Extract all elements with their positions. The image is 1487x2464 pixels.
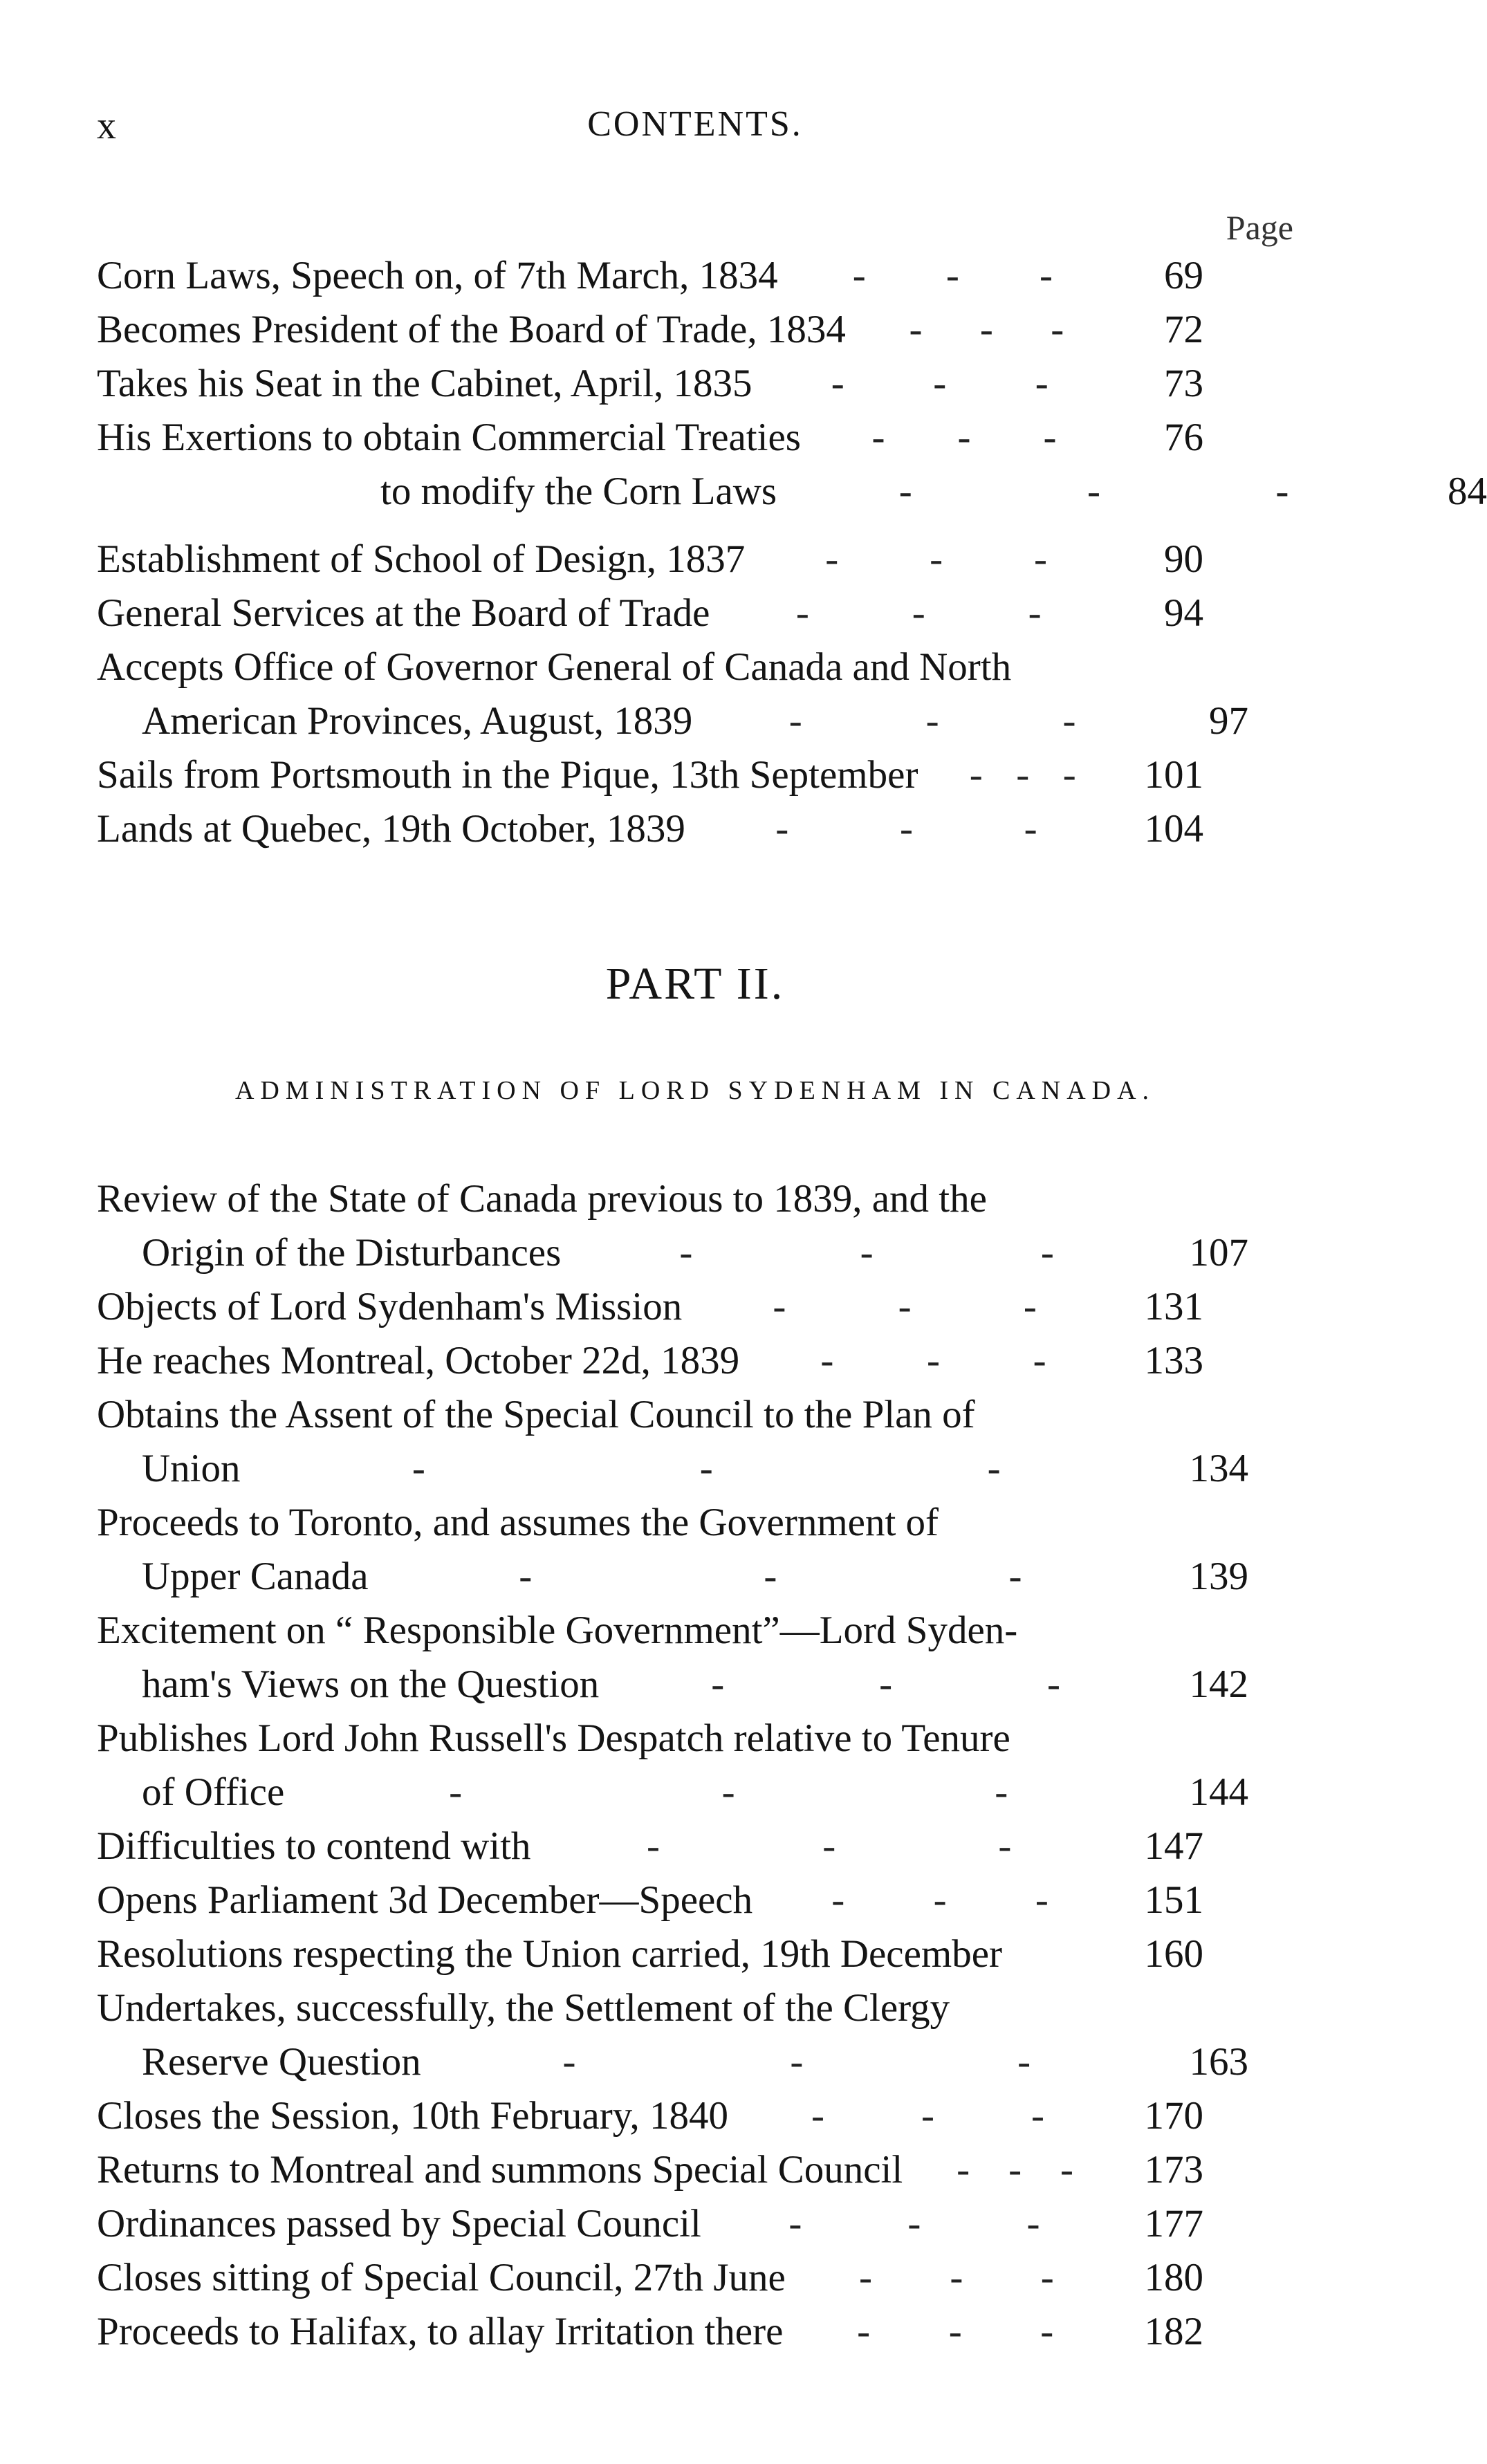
toc-entry — [97, 2089, 1293, 2143]
toc-entry — [97, 1172, 1293, 1280]
page-number: 133 — [1144, 1339, 1203, 1382]
entry-text: Lands at Quebec, 19th October, 1839 — [97, 807, 685, 851]
toc-entry — [97, 802, 1293, 856]
entry-text: Resolutions respecting the Union carried, 19th December — [97, 1932, 1003, 1976]
page-number: 73 — [1164, 362, 1203, 405]
page-column-label: Page — [1226, 208, 1293, 247]
leader-dashes: - - - — [449, 1770, 1008, 1814]
toc-entry — [97, 1280, 1293, 1334]
page-number: 101 — [1144, 753, 1203, 797]
page-number: 170 — [1144, 2094, 1203, 2138]
page-number: 142 — [1189, 1662, 1248, 1706]
toc-entry — [97, 2305, 1293, 2359]
toc-entry — [97, 1927, 1293, 1981]
page-number: 134 — [1189, 1447, 1248, 1490]
leader-dashes: - - - — [711, 1662, 1061, 1706]
toc-entry — [97, 1981, 1293, 2089]
page-number: 151 — [1144, 1878, 1203, 1922]
leader-dashes: - - - — [647, 1824, 1012, 1868]
leader-dashes: - - - — [831, 362, 1049, 405]
toc-entry — [97, 303, 1293, 357]
entry-text: Closes sitting of Special Council, 27th June — [97, 2256, 786, 2299]
leader-dashes: - - - — [825, 537, 1047, 581]
leader-dashes: - - - — [831, 1878, 1049, 1922]
entry-text: Accepts Office of Governor General of Canada and North — [97, 645, 1012, 689]
toc-entry — [97, 1873, 1293, 1927]
page-number: 163 — [1189, 2040, 1248, 2084]
leader-dashes: - - - — [871, 416, 1057, 459]
toc-part-two — [97, 1172, 1293, 2359]
leader-dashes: - - - — [795, 591, 1042, 635]
toc-entry — [97, 1819, 1293, 1873]
toc-entry — [97, 1712, 1293, 1819]
entry-text: Corn Laws, Speech on, of 7th March, 1834 — [97, 254, 778, 297]
entry-text: Closes the Session, 10th February, 1840 — [97, 2094, 729, 2138]
entry-text: Obtains the Assent of the Special Council to the Plan of — [97, 1393, 975, 1436]
entry-text: Difficulties to contend with — [97, 1824, 531, 1868]
entry-text: Opens Parliament 3d December—Speech — [97, 1878, 753, 1922]
entry-text: Sails from Portsmouth in the Pique, 13th September — [97, 753, 918, 797]
page-number: 69 — [1164, 254, 1203, 297]
leader-dashes: - - - — [852, 254, 1053, 297]
toc-entry — [97, 2251, 1293, 2305]
entry-text: Reserve Question — [142, 2040, 421, 2084]
entry-text: American Provinces, August, 1839 — [142, 699, 693, 743]
page-header — [97, 104, 1293, 159]
toc-entry — [97, 1388, 1293, 1496]
entry-text: Proceeds to Toronto, and assumes the Government of — [97, 1501, 939, 1544]
entry-text: of Office — [142, 1770, 285, 1814]
entry-text: Upper Canada — [142, 1555, 369, 1598]
page-number: 173 — [1144, 2148, 1203, 2192]
entry-text: to modify the Corn Laws — [380, 470, 777, 513]
toc-entry — [97, 465, 1487, 519]
toc-entry — [97, 411, 1293, 465]
entry-text: He reaches Montreal, October 22d, 1839 — [97, 1339, 740, 1382]
leader-dashes: - - - — [820, 1339, 1046, 1382]
running-head: CONTENTS. — [587, 104, 803, 144]
leader-dashes: - - - — [773, 1285, 1037, 1328]
leader-dashes: - - - — [775, 807, 1037, 851]
page-number: 104 — [1144, 807, 1203, 851]
entry-text: Excitement on “ Responsible Government”—Lord Syden- — [97, 1609, 1018, 1652]
entry-text: Ordinances passed by Special Council — [97, 2202, 701, 2245]
leader-dashes: - - - — [957, 2148, 1073, 2192]
page-number: 84 — [1448, 470, 1487, 513]
page-number: 139 — [1189, 1555, 1248, 1598]
page-number: 182 — [1144, 2310, 1203, 2353]
part-subtitle: ADMINISTRATION OF LORD SYDENHAM IN CANADA. — [234, 1076, 1156, 1105]
entry-text: ham's Views on the Question — [142, 1662, 600, 1706]
page-number: 180 — [1144, 2256, 1203, 2299]
leader-dashes: - - - — [811, 2094, 1044, 2138]
toc-entry — [97, 586, 1293, 640]
leader-dashes: - - - — [898, 470, 1289, 513]
page-number: 97 — [1209, 699, 1248, 743]
leader-dashes: - - - — [857, 2310, 1054, 2353]
entry-text: General Services at the Board of Trade — [97, 591, 710, 635]
toc-entry — [97, 249, 1293, 303]
toc-entry — [97, 1604, 1293, 1712]
toc-entry — [97, 748, 1293, 802]
entry-text: Publishes Lord John Russell's Despatch relative to Tenure — [97, 1716, 1010, 1760]
entry-text: Establishment of School of Design, 1837 — [97, 537, 746, 581]
leader-dashes: - - - — [412, 1447, 1001, 1490]
entry-text: Returns to Montreal and summons Special Council — [97, 2148, 903, 2192]
leader-dashes: - - - — [679, 1231, 1054, 1275]
page-number: 177 — [1144, 2202, 1203, 2245]
page-number: 72 — [1164, 308, 1203, 351]
entry-text: Proceeds to Halifax, to allay Irritation there — [97, 2310, 784, 2353]
leader-dashes: - - - — [788, 2202, 1040, 2245]
page-number: 131 — [1144, 1285, 1203, 1328]
toc-entry — [97, 357, 1293, 411]
page-folio: x — [97, 104, 118, 147]
entry-text: Union — [142, 1447, 241, 1490]
leader-dashes: - - - — [859, 2256, 1054, 2299]
leader-dashes: - - - — [788, 699, 1076, 743]
page-number: 107 — [1189, 1231, 1248, 1275]
page-number: 144 — [1189, 1770, 1248, 1814]
entry-text: Review of the State of Canada previous to 1839, and the — [97, 1177, 987, 1221]
page-number: 90 — [1164, 537, 1203, 581]
toc-entry — [97, 1334, 1293, 1388]
toc-entry — [97, 2143, 1293, 2197]
toc-entry — [97, 532, 1293, 586]
toc-entry — [97, 1496, 1293, 1604]
leader-dashes: - - - — [562, 2040, 1031, 2084]
leader-dashes: - - - — [909, 308, 1064, 351]
entry-text: Undertakes, successfully, the Settlement of the Clergy — [97, 1986, 950, 2030]
entry-text: His Exertions to obtain Commercial Treaties — [97, 416, 801, 459]
toc-part-one — [97, 249, 1487, 856]
entry-text: Objects of Lord Sydenham's Mission — [97, 1285, 683, 1328]
leader-dashes: - - - — [969, 753, 1076, 797]
page-number: 147 — [1144, 1824, 1203, 1868]
part-title: PART II. — [605, 958, 785, 1009]
leader-dashes: - - - — [519, 1555, 1022, 1598]
entry-text: Origin of the Disturbances — [142, 1231, 562, 1275]
page-number: 160 — [1144, 1932, 1203, 1976]
page-number: 94 — [1164, 591, 1203, 635]
entry-text: Becomes President of the Board of Trade, 1834 — [97, 308, 846, 351]
toc-entry — [97, 2197, 1293, 2251]
entry-text: Takes his Seat in the Cabinet, April, 1835 — [97, 362, 752, 405]
toc-entry — [97, 640, 1293, 748]
page-number: 76 — [1164, 416, 1203, 459]
